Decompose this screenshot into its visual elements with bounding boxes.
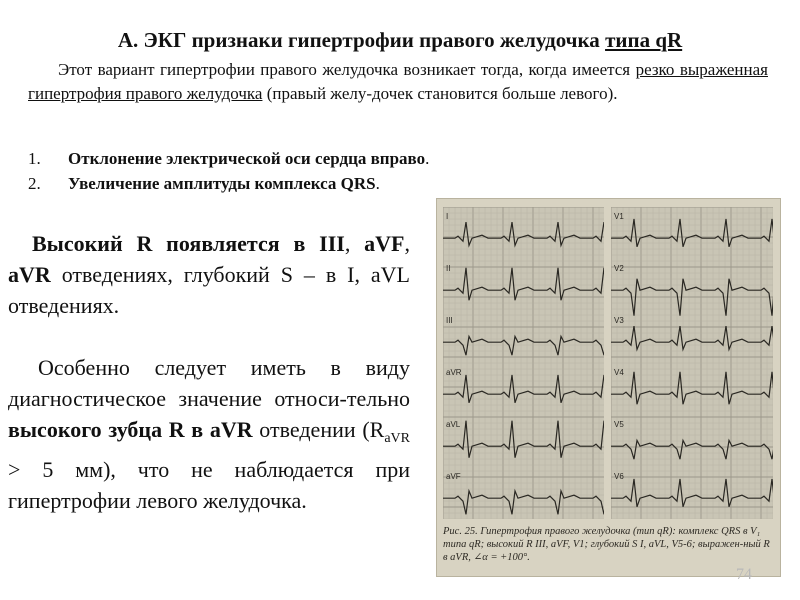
bold-text: высокого зубца R в aVR <box>8 417 253 442</box>
lead-label: aVL <box>446 420 461 429</box>
intro-underlined: резко выраженная гипертрофия правого желудочка <box>28 60 768 103</box>
page-number: 74 <box>736 566 752 583</box>
text: Особенно следует иметь в виду диагностическое значение относи-тельно <box>8 355 410 411</box>
ecg-panel-limb-leads <box>443 207 604 519</box>
ecg-trace-V1 <box>611 219 773 247</box>
lead-label: aVF <box>446 472 461 481</box>
intro-part1: Этот вариант гипертрофии правого желудочка возникает тогда, когда имеется <box>58 60 636 79</box>
ecg-trace-V4 <box>611 372 773 404</box>
criteria-list <box>28 146 768 196</box>
list-end: . <box>375 174 380 193</box>
intro-paragraph <box>28 58 768 106</box>
ecg-figure <box>436 198 781 577</box>
list-item <box>28 171 768 196</box>
list-text: Отклонение электрической оси сердца вправо <box>68 149 426 168</box>
lead-label: V5 <box>614 420 624 429</box>
bold-text: Высокий R появляется в III <box>32 231 345 256</box>
lead-label: I <box>446 212 449 221</box>
title-prefix: А. ЭКГ признаки гипертрофии правого желудочка <box>117 28 606 52</box>
lead-label: aVR <box>446 368 462 377</box>
lead-label: II <box>446 264 451 273</box>
list-end: . <box>425 149 430 168</box>
text: , <box>404 231 410 256</box>
text: > 5 мм), что не наблюдается при гипертрофии левого желудочка. <box>8 457 410 513</box>
slide-title <box>0 28 800 53</box>
lead-label: V3 <box>614 316 624 325</box>
figure-caption: Рис. 25. Гипертрофия правого желудочка (тип qR): комплекс QRS в V₁ типа qR; высокий R III, aVF, V1; глубокий S I, aVL, V5-6; выражен-ный R в aVR, ∠α = +100°. <box>443 526 770 563</box>
lead-label: V4 <box>614 368 624 377</box>
lead-label: V2 <box>614 264 624 273</box>
ecg-panel-chest-leads <box>611 207 773 519</box>
text: , <box>344 231 365 256</box>
left-text-column <box>8 228 410 516</box>
intro-part2: (правый желу-дочек становится больше левого). <box>262 84 618 103</box>
list-number: 2. <box>28 174 41 193</box>
list-number: 1. <box>28 149 41 168</box>
lead-label: V1 <box>614 212 624 221</box>
bold-text: aVR <box>8 262 51 287</box>
ecg-trace-V3 <box>611 326 773 349</box>
list-text: Увеличение амплитуды комплекса QRS <box>68 174 376 193</box>
paragraph-avr <box>8 352 410 516</box>
text: отведениях, глубокий S – в I, aVL отведениях. <box>8 262 410 318</box>
paragraph-high-r <box>8 228 410 321</box>
ecg-trace-V5 <box>611 440 773 459</box>
lead-label: III <box>446 316 453 325</box>
ecg-tracing-limb <box>443 207 604 519</box>
text: отведении (R <box>252 417 385 442</box>
ecg-tracing-chest <box>611 207 773 519</box>
title-underlined: типа qR <box>605 28 683 52</box>
list-item <box>28 146 768 171</box>
lead-label: V6 <box>614 472 624 481</box>
subscript: aVR <box>384 431 410 446</box>
bold-text: aVF <box>364 231 405 256</box>
